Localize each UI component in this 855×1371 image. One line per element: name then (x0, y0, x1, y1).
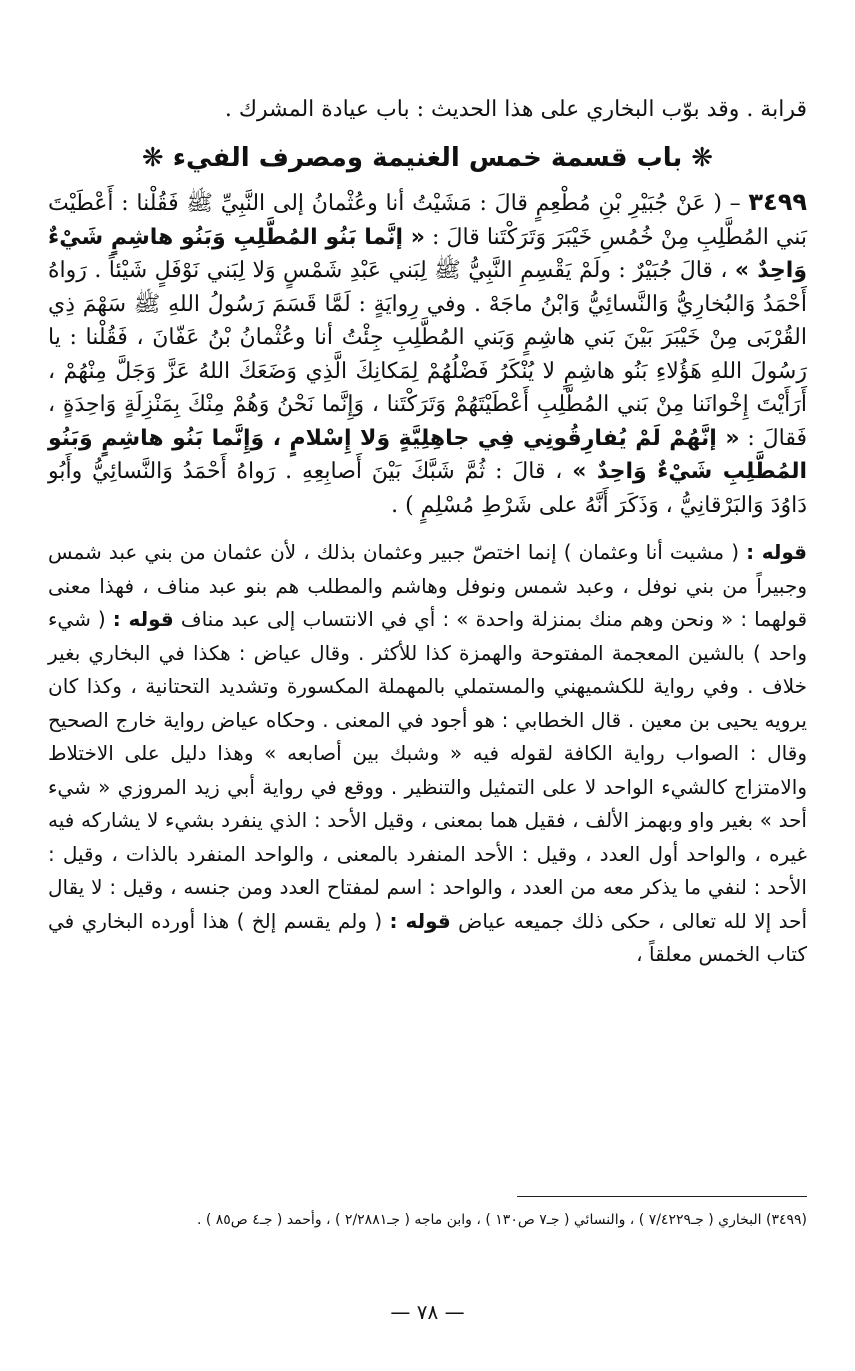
section-title: ❋ باب قسمة خمس الغنيمة ومصرف الفيء ❋ (141, 143, 714, 173)
commentary-text-1: ( مشيت أنا وعثمان ) إنما اختصّ جبير وعثمان بذلك ، لأن عثمان من بني عبد شمس وجبيراً من بني نوفل ، وعبد شمس ونوفل وهاشم والمطلب هم بنو عبد مناف ، فهذا معنى قولهما : « ونحن وهم منك بمنزلة واحدة » : أي في الانتساب إلى عبد مناف (48, 540, 808, 631)
page-number: — ٧٨ — (390, 1300, 465, 1324)
footnote-divider (517, 1196, 807, 1197)
hadith-part-3: ، قالَ : ثُمَّ شَبَّكَ بَيْنَ أَصابِعِهِ . رَواهُ أَحْمَدُ وَالنَّسائِيُّ وأَبُو دَاوُدَ وَالبَرْقانِيُّ ، وَذَكَرَ أَنَّهُ على شَرْطِ مُسْلِمٍ ) . (48, 459, 807, 518)
commentary-text-2: ( شيء واحد ) بالشين المعجمة المفتوحة والهمزة كذا للأكثر . وقال عياض : هكذا في البخاري بغير خلاف . وفي رواية للكشميهني والمستملي بالمهملة المكسورة وتشديد التحتانية ، وكذا كان يرويه يحيى بن معين . قال الخطابي : هو أجود في المعنى . وحكاه عياض رواية خارج الصحيح وقال : الصواب رواية الكافة لقوله فيه « وشبك بين أصابعه » وهذا دليل على الاختلاط والامتزاج كالشيء الواحد لا على التمثيل والتنظير . ووقع في رواية أبي زيد المروزي « شيء أحد » بغير واو وبهمز الألف ، فقيل هما بمعنى ، وقيل الأحد : الذي ينفرد بشيء لا يشاركه فيه غيره ، والواحد أول العدد ، وقيل : الأحد المنفرد بالمعنى ، والواحد المنفرد بالذات ، وقيل : الأحد : لنفي ما يذكر معه من العدد ، والواحد : اسم لمفتاح العدد ومن جنسه ، وقيل : لا يقال أحد إلا لله تعالى ، حكى ذلك جميعه عياض (48, 607, 808, 933)
commentary-label-1: قوله : (746, 540, 807, 564)
hadith-part-2: ، قالَ جُبَيْرٌ : ولَمْ يَقْسِمِ النَّبِيُّ ﷺ لِبَني عَبْدِ شَمْسٍ وَلا لِبَني نَوْفَلٍ شَيْئاً . رَواهُ أَحْمَدُ وَالبُخارِيُّ وَالنَّسائِيُّ وَابْنُ ماجَهْ . وفي رِوايَةٍ : لَمَّا قَسَمَ رَسُولُ اللهِ ﷺ سَهْمَ ذِي القُرْبَى مِنْ خَيْبَرَ بَيْنَ بَني هاشِمٍ وَبَني المُطَّلِبِ جِئْتُ أنا وعُثْمانُ بْنُ عَفّانَ ، فَقُلْنا : يا رَسُولَ اللهِ هَؤُلاءِ بَنُو هاشِمٍ لا يُنْكَرُ فَضْلُهُمْ لِمَكانِكَ الَّذِي وَضَعَكَ اللهُ عَزَّ وَجَلَّ مِنْهُمْ ، أَرَأَيْتَ إِخْوانَنا مِنْ بَني المُطَّلِبِ أَعْطَيْتَهُمْ وَتَرَكْتَنا ، وَإِنَّما نَحْنُ وَهُمْ مِنْكَ بِمَنْزِلَةٍ وَاحِدَةٍ ، فَقالَ : (48, 258, 807, 451)
commentary-label-2: قوله : (112, 607, 174, 631)
hadith-quote-2: « إنَّهُمْ لَمْ يُفارِقُونِي فِي جاهِلِيَّةٍ وَلا إِسْلامٍ ، وَإِنَّما بَنُو هاشِمٍ وَبَنُو المُطَّلِبِ شَيْءٌ وَاحِدٌ » (48, 425, 808, 484)
commentary-text-3: ( ولم يقسم إلخ ) هذا أورده البخاري في كتاب الخمس معلقاً ، (48, 908, 807, 966)
footnote: (٣٤٩٩) البخاري ( جـ٧/٤٢٢٩ ) ، والنسائي ( جـ٧ ص١٣٠ ) ، وابن ماجه ( جـ٢/٢٨٨١ ) ، وأحمد ( جـ٤ ص٨٥ ) . (196, 1212, 807, 1228)
commentary-label-3: قوله : (389, 908, 451, 933)
hadith-text (48, 186, 807, 522)
intro-line: قرابة . وقد بوّب البخاري على هذا الحديث : باب عيادة المشرك . (224, 97, 807, 122)
page-body (48, 92, 807, 992)
hadith-quote-1: « إنَّما بَنُو المُطَّلِبِ وَبَنُو هاشِمٍ شَيْءٌ وَاحِدٌ » (48, 224, 807, 283)
hadith-number: ٣٤٩٩ (748, 188, 807, 216)
hadith-part-1: – ( عَنْ جُبَيْرِ بْنِ مُطْعِمٍ قالَ : مَشَيْتُ أنا وعُثْمانُ إلى النَّبِيِّ ﷺ فَقُلْنا : أَعْطَيْتَ بَني المُطَّلِبِ مِنْ خُمُسِ خَيْبَرَ وَتَرَكْتَنا قالَ : (48, 191, 807, 250)
commentary (48, 536, 807, 972)
